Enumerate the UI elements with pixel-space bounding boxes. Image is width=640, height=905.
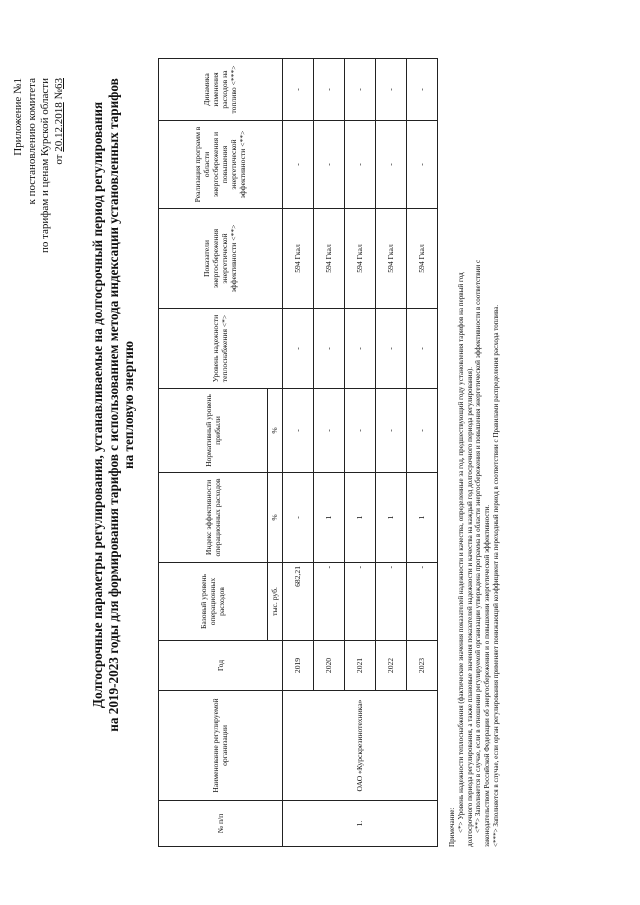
cell-fuel: - [375,59,406,121]
cell-programs: - [282,121,313,209]
header-efficiency-index: Индекс эффективности операционных расходов [159,473,268,563]
note-1: <*> Уровень надежности теплоснабжения (фактические значения показателей надежности и качества, определенные за год, предшествующий году установления тарифов на первый год [456,272,465,833]
cell-fuel: - [344,59,375,121]
cell-reliability: - [375,309,406,389]
notes-label: Примечание: [448,807,456,847]
appendix-label: Приложение №1 [12,78,24,156]
cell-energy: 594 Гкал [375,209,406,309]
cell-programs: - [344,121,375,209]
cell-profit: - [282,389,313,473]
cell-profit: - [375,389,406,473]
cell-year: 2019 [282,641,313,691]
header-reliability: Уровень надежности теплоснабжения <*> [159,309,283,389]
row-number: 1. [282,801,437,847]
appendix-block [12,78,66,253]
organization-name: ОАО «Курскрезинотехника» [282,691,437,801]
cell-base: - [406,563,437,641]
notes-block [448,47,501,847]
cell-energy: 594 Гкал [313,209,344,309]
cell-fuel: - [406,59,437,121]
header-profit-level: Нормативный уровень прибыли [159,389,268,473]
resolution-date: 20.12.2018 [52,102,65,152]
cell-index: 1 [344,473,375,563]
header-base-level: Базовый уровень операционных расходов [159,563,268,641]
header-programs: Реализация программ в области энергосбережения и повышения энергетической эффективности <**> [159,121,283,209]
parameters-table [158,58,438,847]
table-row [282,59,313,847]
appendix-resolution: к постановлению комитета [25,78,38,205]
note-3: <***> Заполняется в случае, если орган регулирования применяет понижающий коэффициент на переходный период в соответствии с Правилами распределения расхода топлива. [491,304,500,847]
cell-year: 2022 [375,641,406,691]
cell-index: 1 [313,473,344,563]
cell-programs: - [375,121,406,209]
cell-index: 1 [375,473,406,563]
resolution-number: 63 [52,78,65,89]
cell-index: 1 [406,473,437,563]
unit-base: тыс. руб. [267,563,282,641]
document-title [90,55,137,755]
title-line-1: Долгосрочные параметры регулирования, устанавливаемые на долгосрочный период регулирования [90,101,105,709]
cell-programs: - [313,121,344,209]
cell-profit: - [344,389,375,473]
cell-fuel: - [282,59,313,121]
cell-profit: - [313,389,344,473]
header-energy-saving: Показатели энергосбережения энергетической эффективности <**> [159,209,283,309]
cell-reliability: - [282,309,313,389]
header-fuel-dynamics: Динамика изменения расходов на топливо <***> [159,59,283,121]
header-year: Год [159,641,283,691]
note-1-continued: долгосрочного периода регулирования, а также плановые значения показателей надежности и качества на каждый год долгосрочного периода регулирования). [465,367,474,847]
cell-energy: 594 Гкал [282,209,313,309]
note-2-continued: законодательством Российской Федерации об энергосбережении и о повышении энергетической эффективности. [483,504,492,847]
cell-base: - [313,563,344,641]
table-header-row [159,59,268,847]
cell-profit: - [406,389,437,473]
cell-reliability: - [313,309,344,389]
date-prefix: от [52,151,65,165]
cell-energy: 594 Гкал [406,209,437,309]
cell-reliability: - [344,309,375,389]
title-line-2: на 2019-2023 годы для формирования тарифов с использованием метода индексации установленных тарифов [105,78,121,732]
appendix-date-line [53,78,67,253]
unit-profit: % [267,389,282,473]
cell-base: 682,21 [282,563,313,641]
title-line-3: на тепловую энергию [121,341,136,469]
cell-fuel: - [313,59,344,121]
cell-index: - [282,473,313,563]
header-num: № п/п [159,801,283,847]
cell-programs: - [406,121,437,209]
cell-base: - [375,563,406,641]
cell-year: 2020 [313,641,344,691]
number-prefix: № [52,89,65,103]
cell-year: 2021 [344,641,375,691]
unit-index: % [267,473,282,563]
note-2: <**> Заполняется в случае, если в отношении регулируемой организации утверждена программа в области энергосбережения и повышения энергетической эффективности в соответствии с [474,259,483,833]
cell-base: - [344,563,375,641]
cell-year: 2023 [406,641,437,691]
cell-reliability: - [406,309,437,389]
header-organization: Наименование регулируемой организации [159,691,283,801]
appendix-committee: по тарифам и ценам Курской области [39,78,51,254]
cell-energy: 594 Гкал [344,209,375,309]
